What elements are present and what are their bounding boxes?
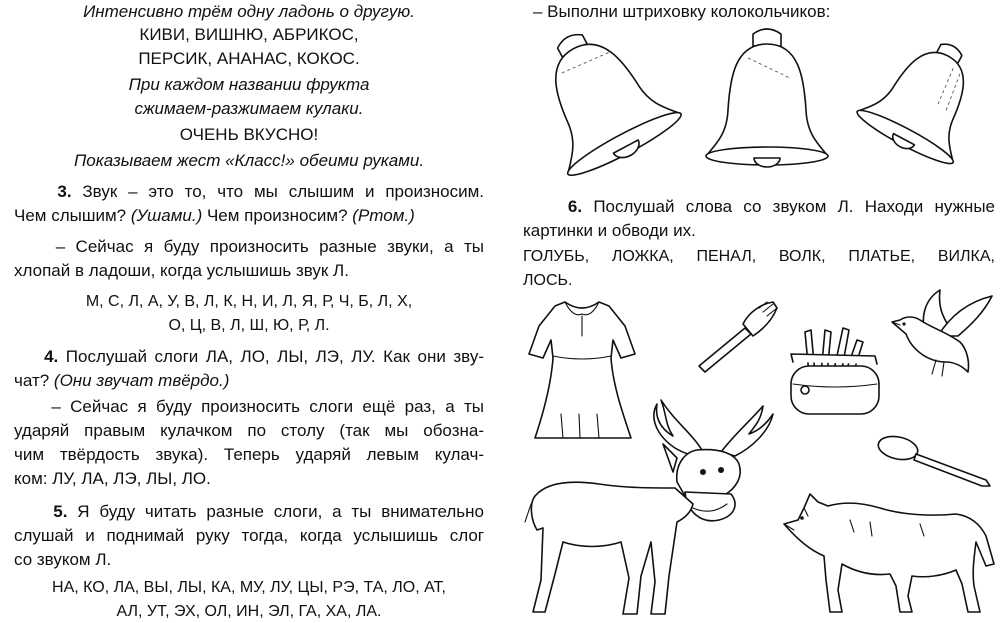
- task4-line-5: чим твёрдость звука). Теперь ударяй левым кулач-: [14, 445, 484, 464]
- task4-line-2: чат? (Они звучат твёрдо.): [14, 371, 230, 390]
- task6-number: 6.: [567, 197, 583, 216]
- task6-line-1: 6. Послушай слова со звуком Л. Находи нужные: [567, 197, 995, 216]
- task4-line-1: 4. Послушай слоги ЛА, ЛО, ЛЫ, ЛЭ, ЛУ. Как они зву-: [44, 347, 484, 366]
- hatching-instruction: – Выполни штриховку колокольчиков:: [533, 2, 831, 21]
- task5-number: 5.: [53, 502, 68, 521]
- task4-number: 4.: [44, 347, 59, 366]
- fork-image: [695, 298, 785, 373]
- instruction-line-1: При каждом названии фрукта: [128, 75, 370, 94]
- task4-line-6: ком: ЛУ, ЛА, ЛЭ, ЛЫ, ЛО.: [14, 469, 211, 488]
- fruits-line-1: КИВИ, ВИШНЮ, АБРИКОС,: [139, 25, 359, 44]
- wolf-image: [780, 480, 998, 618]
- sounds-line-1: М, С, Л, А, У, В, Л, К, Н, И, Л, Я, Р, Ч, Б, Л, Х,: [85, 293, 413, 310]
- task3-number: 3.: [57, 182, 72, 201]
- bird-image: [888, 288, 998, 380]
- task3-line-4: хлопай в ладоши, когда услышишь звук Л.: [14, 261, 349, 280]
- fruits-line-2: ПЕРСИК, АНАНАС, КОКОС.: [138, 49, 360, 68]
- task3-line-1: 3. Звук – это то, что мы слышим и произносим.: [57, 182, 484, 201]
- words-line-1: ГОЛУБЬ, ЛОЖКА, ПЕНАЛ, ВОЛК, ПЛАТЬЕ, ВИЛКА,: [523, 248, 995, 265]
- task5-line-3: со звуком Л.: [14, 550, 112, 569]
- intro-line: Интенсивно трём одну ладонь о другую.: [83, 2, 415, 21]
- moose-image: [525, 392, 775, 620]
- task3-line-3: – Сейчас я буду произносить разные звуки, а ты: [55, 237, 484, 256]
- words-line-2: ЛОСЬ.: [523, 272, 573, 289]
- task4-line-4: ударяй правым кулачком по столу (так мы обозна-: [14, 421, 484, 440]
- instruction-line-2: сжимаем-разжимаем кулаки.: [134, 99, 364, 118]
- task3-line-2: Чем слышим? (Ушами.) Чем произносим? (Ртом.): [14, 206, 415, 225]
- task6-line-2: картинки и обводи их.: [523, 221, 696, 240]
- task4-line-3: – Сейчас я буду произносить слоги ещё раз, а ты: [51, 397, 484, 416]
- syllables-line-1: НА, КО, ЛА, ВЫ, ЛЫ, КА, МУ, ЛУ, ЦЫ, РЭ, ТА, ЛО, АТ,: [52, 579, 446, 596]
- pencil-case-image: [785, 326, 885, 421]
- bell-right-image: [858, 28, 998, 168]
- syllables-line-2: АЛ, УТ, ЭХ, ОЛ, ИН, ЭЛ, ГА, ХА, ЛА.: [116, 603, 382, 620]
- sounds-line-2: О, Ц, В, Л, Ш, Ю, Р, Л.: [168, 317, 330, 334]
- bell-center-image: [700, 30, 835, 170]
- task5-line-1: 5. Я буду читать разные слоги, а ты внимательно: [53, 502, 484, 521]
- bell-left-image: [520, 28, 685, 168]
- task5-line-2: слушай и поднимай руку тогда, когда услышишь слог: [14, 526, 484, 545]
- tasty-line: ОЧЕНЬ ВКУСНО!: [179, 125, 319, 144]
- gesture-line: Показываем жест «Класс!» обеими руками.: [73, 151, 425, 170]
